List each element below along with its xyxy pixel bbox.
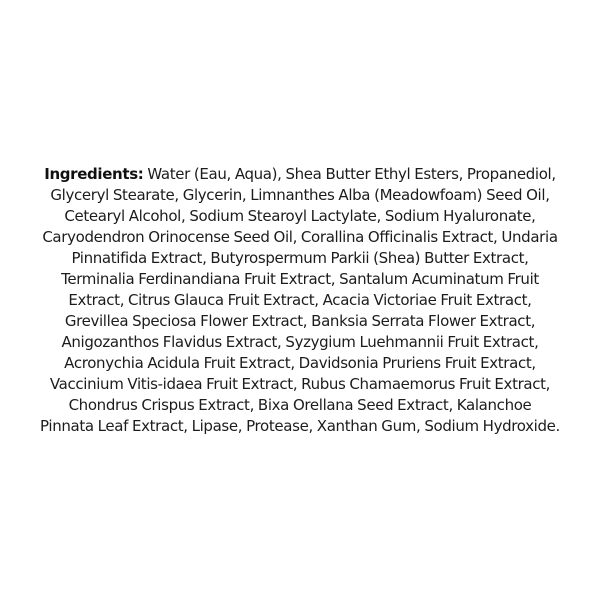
ingredients-list: Water (Eau, Aqua), Shea Butter Ethyl Esters, Propanediol, Glyceryl Stearate, Glycerin, Limnanthes Alba (Meadowfoam) Seed Oil, Cetearyl Alcohol, Sodium Stearoyl Lactylate, Sodium Hyaluronate, Caryodendron Orinocense Seed Oil, Corallina Officinalis Extract, Undaria Pinnatifida Extract, Butyrospermum Parkii (Shea) Butter Extract, Terminalia Ferdinandiana Fruit Extract, Santalum Acuminatum Fruit Extract, Citrus Glauca Fruit Extract, Acacia Victoriae Fruit Extract, Grevillea Speciosa Flower Extract, Banksia Serrata Flower Extract, Anigozanthos Flavidus Extract, Syzygium Luehmannii Fruit Extract, Acronychia Acidula Fruit Extract, Davidsonia Pruriens Fruit Extract, Vaccinium Vitis-idaea Fruit Extract, Rubus Chamaemorus Fruit Extract, Chondrus Crispus Extract, Bixa Orellana Seed Extract, Kalanchoe Pinnata Leaf Extract, Lipase, Protease, Xanthan Gum, Sodium Hydroxide. (40, 165, 560, 435)
ingredients-paragraph (40, 164, 560, 437)
ingredients-label: Ingredients: (44, 165, 144, 183)
